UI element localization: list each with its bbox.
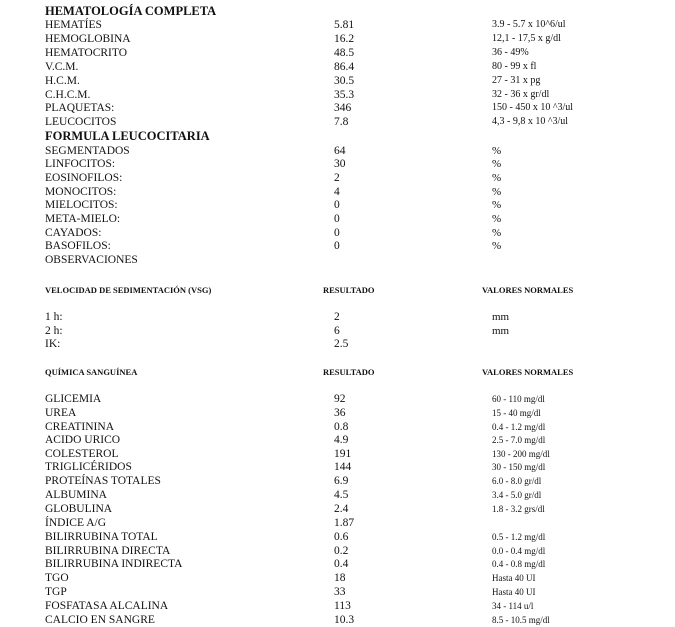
reference-range: 1.8 - 3.2 grs/dl bbox=[492, 504, 545, 514]
test-name: GLOBULINA bbox=[45, 503, 113, 515]
test-value: 5.81 bbox=[334, 19, 355, 31]
test-value: 48.5 bbox=[334, 47, 355, 59]
test-value: 36 bbox=[334, 407, 346, 419]
cell-type-value: 2 bbox=[334, 172, 340, 184]
vsg-row bbox=[0, 310, 675, 324]
reference-range: 8.5 - 10.5 mg/dl bbox=[492, 615, 550, 625]
test-value: 4.5 bbox=[334, 489, 349, 501]
quimica-row bbox=[0, 392, 675, 406]
observaciones-row bbox=[0, 253, 675, 267]
vsg-interval: 1 h: bbox=[45, 311, 63, 323]
test-value: 6.9 bbox=[334, 475, 349, 487]
test-name: C.H.C.M. bbox=[45, 89, 91, 101]
unit-label: % bbox=[492, 158, 502, 170]
vsg-row bbox=[0, 324, 675, 338]
test-name: COLESTEROL bbox=[45, 448, 119, 460]
test-value: 10.3 bbox=[334, 614, 355, 626]
test-name: HEMATÍES bbox=[45, 19, 102, 31]
test-value: 0.4 bbox=[334, 558, 349, 570]
quimica-row bbox=[0, 460, 675, 474]
reference-range: 34 - 114 u/l bbox=[492, 601, 534, 611]
formula-title: FORMULA LEUCOCITARIA bbox=[45, 129, 210, 143]
reference-range: 2.5 - 7.0 mg/dl bbox=[492, 435, 546, 445]
reference-range: 15 - 40 mg/dl bbox=[492, 408, 541, 418]
test-name: GLICEMIA bbox=[45, 393, 102, 405]
test-value: 0.2 bbox=[334, 545, 349, 557]
test-value: 113 bbox=[334, 600, 351, 612]
vsg-header-normal: VALORES NORMALES bbox=[482, 285, 574, 295]
hematologia-row bbox=[0, 115, 675, 129]
quimica-row bbox=[0, 571, 675, 585]
test-value: 16.2 bbox=[334, 33, 355, 45]
test-name: PROTEÍNAS TOTALES bbox=[45, 475, 161, 487]
reference-range: 27 - 31 x pg bbox=[492, 75, 541, 86]
unit-label: mm bbox=[492, 325, 510, 337]
test-value: 7.8 bbox=[334, 116, 349, 128]
test-value: 346 bbox=[334, 102, 352, 114]
vsg-interval: 2 h: bbox=[45, 325, 63, 337]
test-name: CALCIO EN SANGRE bbox=[45, 614, 155, 626]
test-value: 0.8 bbox=[334, 421, 349, 433]
cell-type-name: MONOCITOS: bbox=[45, 186, 117, 198]
test-value: 2.4 bbox=[334, 503, 349, 515]
vsg-header-result: RESULTADO bbox=[323, 285, 375, 295]
test-name: PLAQUETAS: bbox=[45, 102, 115, 114]
vsg-header-test: VELOCIDAD DE SEDIMENTACIÓN (VSG) bbox=[45, 285, 212, 295]
test-value: 35.3 bbox=[334, 89, 355, 101]
hematologia-row bbox=[0, 101, 675, 115]
reference-range: 0.4 - 1.2 mg/dl bbox=[492, 422, 546, 432]
reference-range: 130 - 200 mg/dl bbox=[492, 449, 550, 459]
cell-type-name: BASOFILOS: bbox=[45, 240, 111, 252]
vsg-value: 2 bbox=[334, 311, 340, 323]
observaciones-label: OBSERVACIONES bbox=[45, 254, 138, 266]
formula-row bbox=[0, 157, 675, 171]
formula-row bbox=[0, 171, 675, 185]
cell-type-value: 0 bbox=[334, 240, 340, 252]
vsg-value: 2.5 bbox=[334, 338, 349, 350]
hematologia-row bbox=[0, 46, 675, 60]
test-name: ALBUMINA bbox=[45, 489, 107, 501]
test-name: TGO bbox=[45, 572, 69, 584]
reference-range: 36 - 49% bbox=[492, 47, 529, 58]
formula-row bbox=[0, 198, 675, 212]
vsg-value: 6 bbox=[334, 325, 340, 337]
unit-label: % bbox=[492, 199, 502, 211]
cell-type-value: 0 bbox=[334, 227, 340, 239]
cell-type-value: 4 bbox=[334, 186, 340, 198]
quimica-header-result: RESULTADO bbox=[323, 367, 375, 377]
reference-range: Hasta 40 UI bbox=[492, 573, 536, 583]
quimica-header-normal: VALORES NORMALES bbox=[482, 367, 574, 377]
reference-range: 4,3 - 9,8 x 10 ^3/ul bbox=[492, 116, 569, 127]
reference-range: 3.9 - 5.7 x 10^6/ul bbox=[492, 19, 566, 30]
quimica-row bbox=[0, 544, 675, 558]
hematologia-row bbox=[0, 60, 675, 74]
unit-label: % bbox=[492, 186, 502, 198]
quimica-row bbox=[0, 502, 675, 516]
reference-range: Hasta 40 UI bbox=[492, 587, 536, 597]
test-name: BILIRRUBINA TOTAL bbox=[45, 531, 158, 543]
formula-row bbox=[0, 185, 675, 199]
test-value: 4.9 bbox=[334, 434, 349, 446]
unit-label: mm bbox=[492, 311, 510, 323]
quimica-row bbox=[0, 447, 675, 461]
cell-type-value: 64 bbox=[334, 145, 346, 157]
quimica-row bbox=[0, 557, 675, 571]
reference-range: 80 - 99 x fl bbox=[492, 61, 537, 72]
reference-range: 0.0 - 0.4 mg/dl bbox=[492, 546, 546, 556]
cell-type-value: 0 bbox=[334, 213, 340, 225]
vsg-interval: IK: bbox=[45, 338, 61, 350]
cell-type-name: CAYADOS: bbox=[45, 227, 102, 239]
test-value: 0.6 bbox=[334, 531, 349, 543]
unit-label: % bbox=[492, 227, 502, 239]
reference-range: 30 - 150 mg/dl bbox=[492, 462, 546, 472]
test-name: LEUCOCITOS bbox=[45, 116, 117, 128]
quimica-row bbox=[0, 599, 675, 613]
reference-range: 150 - 450 x 10 ^3/ul bbox=[492, 102, 574, 113]
test-name: ACIDO URICO bbox=[45, 434, 121, 446]
unit-label: % bbox=[492, 172, 502, 184]
quimica-row bbox=[0, 433, 675, 447]
test-name: TGP bbox=[45, 586, 67, 598]
formula-row bbox=[0, 144, 675, 158]
quimica-row bbox=[0, 516, 675, 530]
reference-range: 6.0 - 8.0 gr/dl bbox=[492, 476, 542, 486]
reference-range: 60 - 110 mg/dl bbox=[492, 394, 545, 404]
quimica-row bbox=[0, 585, 675, 599]
reference-range: 3.4 - 5.0 gr/dl bbox=[492, 490, 542, 500]
formula-row bbox=[0, 226, 675, 240]
test-value: 1.87 bbox=[334, 517, 355, 529]
cell-type-value: 30 bbox=[334, 158, 346, 170]
hematologia-row bbox=[0, 88, 675, 102]
hematologia-row bbox=[0, 32, 675, 46]
reference-range: 0.5 - 1.2 mg/dl bbox=[492, 532, 546, 542]
test-name: UREA bbox=[45, 407, 77, 419]
test-name: HEMATOCRITO bbox=[45, 47, 127, 59]
test-name: H.C.M. bbox=[45, 75, 80, 87]
quimica-row bbox=[0, 406, 675, 420]
formula-row bbox=[0, 239, 675, 253]
hematologia-row bbox=[0, 74, 675, 88]
cell-type-name: EOSINOFILOS: bbox=[45, 172, 123, 184]
quimica-header-test: QUÍMICA SANGUÍNEA bbox=[45, 367, 138, 377]
quimica-row bbox=[0, 474, 675, 488]
quimica-row bbox=[0, 488, 675, 502]
vsg-row bbox=[0, 337, 675, 351]
cell-type-name: LINFOCITOS: bbox=[45, 158, 116, 170]
reference-range: 0.4 - 0.8 mg/dl bbox=[492, 559, 546, 569]
hematologia-title: HEMATOLOGÍA COMPLETA bbox=[45, 4, 217, 18]
test-value: 144 bbox=[334, 461, 352, 473]
cell-type-name: SEGMENTADOS bbox=[45, 145, 130, 157]
test-value: 33 bbox=[334, 586, 346, 598]
test-name: HEMOGLOBINA bbox=[45, 33, 131, 45]
test-value: 30.5 bbox=[334, 75, 355, 87]
reference-range: 32 - 36 x gr/dl bbox=[492, 89, 550, 100]
test-value: 18 bbox=[334, 572, 346, 584]
cell-type-name: META-MIELO: bbox=[45, 213, 121, 225]
cell-type-value: 0 bbox=[334, 199, 340, 211]
hematologia-row bbox=[0, 18, 675, 32]
test-value: 86.4 bbox=[334, 61, 355, 73]
test-value: 92 bbox=[334, 393, 346, 405]
quimica-row bbox=[0, 420, 675, 434]
formula-row bbox=[0, 212, 675, 226]
test-name: CREATININA bbox=[45, 421, 114, 433]
test-value: 191 bbox=[334, 448, 352, 460]
test-name: FOSFATASA ALCALINA bbox=[45, 600, 169, 612]
test-name: ÍNDICE A/G bbox=[45, 517, 107, 529]
unit-label: % bbox=[492, 145, 502, 157]
cell-type-name: MIELOCITOS: bbox=[45, 199, 118, 211]
quimica-row bbox=[0, 613, 675, 627]
unit-label: % bbox=[492, 213, 502, 225]
quimica-row bbox=[0, 530, 675, 544]
test-name: BILIRRUBINA DIRECTA bbox=[45, 545, 171, 557]
reference-range: 12,1 - 17,5 x g/dl bbox=[492, 33, 561, 44]
test-name: TRIGLICÉRIDOS bbox=[45, 461, 132, 473]
test-name: V.C.M. bbox=[45, 61, 79, 73]
test-name: BILIRRUBINA INDIRECTA bbox=[45, 558, 183, 570]
unit-label: % bbox=[492, 240, 502, 252]
